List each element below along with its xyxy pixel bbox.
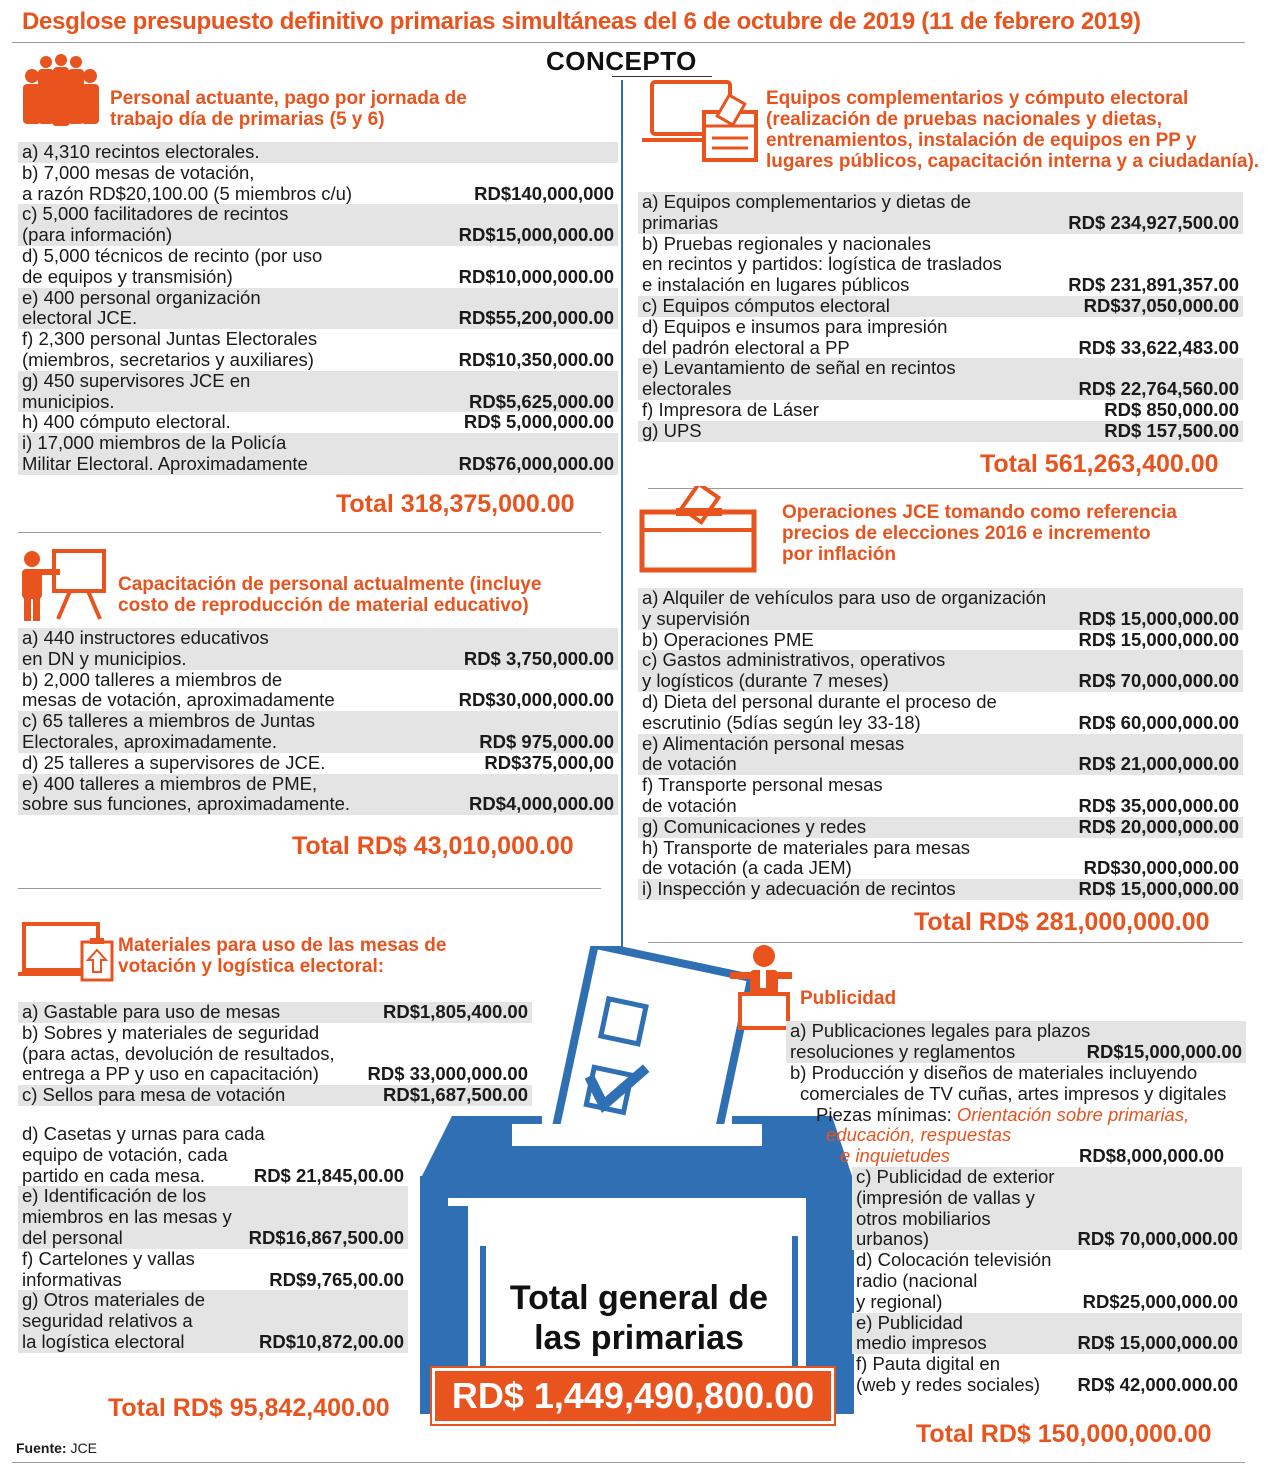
budget-row <box>638 817 1243 838</box>
budget-row <box>638 734 1243 776</box>
section-title-line: Capacitación de personal actualmente (incluye <box>118 574 542 595</box>
row-amount: RD$30,000,000.00 <box>1083 857 1239 879</box>
publicidad-item-b <box>786 1063 1246 1167</box>
row-label: de votación <box>642 753 737 775</box>
laptop-ballot-icon <box>638 76 758 162</box>
budget-row <box>18 1186 408 1248</box>
row-label: (para actas, devolución de resultados, <box>22 1042 335 1064</box>
page-title: Desglose presupuesto definitivo primarias simultáneas del 6 de octubre de 2019 (11 de febrero 2019) <box>22 8 1141 35</box>
row-label: a razón RD$20,100.00 (5 miembros c/u) <box>22 182 353 204</box>
row-label: (web y redes sociales) <box>856 1373 1041 1395</box>
row-label: f) Transporte personal mesas <box>642 774 883 796</box>
row-amount: RD$ 21,000,000.00 <box>1078 753 1239 775</box>
budget-row <box>18 163 618 205</box>
column-divider <box>621 80 623 960</box>
budget-row <box>852 1354 1242 1396</box>
row-label: equipo de votación, cada <box>22 1143 228 1165</box>
total-publicidad: Total RD$ 150,000,000.00 <box>916 1420 1212 1448</box>
row-amount: RD$ 15,000,000.00 <box>1077 1332 1238 1354</box>
budget-row <box>18 1290 408 1352</box>
section-title-line: Materiales para uso de las mesas de <box>118 935 447 956</box>
row-label: f) Cartelones y vallas <box>22 1247 195 1269</box>
budget-row <box>18 142 618 163</box>
section-title-materiales <box>118 935 446 977</box>
people-group-icon <box>18 54 104 126</box>
grand-total-label-line: las primarias <box>534 1319 744 1357</box>
row-amount: RD$5,625,000.00 <box>468 390 614 412</box>
section-title-line: trabajo día de primarias (5 y 6) <box>110 109 385 130</box>
highlight-text: educación, respuestas <box>826 1124 1012 1146</box>
row-label: f) Pauta digital en <box>856 1353 1000 1375</box>
row-amount: RD$4,000,000.00 <box>468 793 614 815</box>
budget-row <box>18 371 618 413</box>
row-label: Militar Electoral. Aproximadamente <box>22 452 308 474</box>
row-label: Electorales, aproximadamente. <box>22 730 278 752</box>
row-label: d) Equipos e insumos para impresión <box>642 315 948 337</box>
row-label: g) Comunicaciones y redes <box>642 815 867 837</box>
row-label: c) 5,000 facilitadores de recintos <box>22 203 289 225</box>
row-label: c) Sellos para mesa de votación <box>22 1084 286 1106</box>
row-label: comerciales de TV cuñas, artes impresos y digitales <box>800 1082 1227 1104</box>
row-label: del personal <box>22 1226 123 1248</box>
row-amount: RD$1,687,500.00 <box>382 1084 528 1106</box>
budget-row <box>638 692 1243 734</box>
row-label: electorales <box>642 378 732 400</box>
row-label: g) UPS <box>642 419 702 441</box>
row-label: h) Transporte de materiales para mesas <box>642 836 971 858</box>
row-label: b) Operaciones PME <box>642 628 814 650</box>
row-label: municipios. <box>22 390 115 412</box>
row-label: d) 5,000 técnicos de recinto (por uso <box>22 244 323 266</box>
row-amount: RD$ 15,000,000.00 <box>1078 607 1239 629</box>
section-title-publicidad: Publicidad <box>800 988 897 1009</box>
budget-row <box>18 1124 408 1186</box>
budget-row <box>18 433 618 475</box>
row-label: a) Publicaciones legales para plazos <box>790 1020 1091 1041</box>
section-title-line: costo de reproducción de material educativo) <box>118 595 529 616</box>
row-label: otros mobiliarios <box>856 1207 991 1229</box>
row-label: a) Gastable para uso de mesas <box>22 1001 281 1022</box>
row-label: a) 4,310 recintos electorales. <box>22 141 260 162</box>
section-title-line: Operaciones JCE tomando como referencia <box>782 502 1177 523</box>
row-label: a) 440 instructores educativos <box>22 627 269 648</box>
row-label: d) Casetas y urnas para cada <box>22 1123 265 1144</box>
row-amount: RD$ 20,000,000.00 <box>1078 815 1239 837</box>
budget-row <box>786 1063 1246 1167</box>
row-amount: RD$ 70,000,000.00 <box>1077 1228 1238 1250</box>
row-label: g) 450 supervisores JCE en <box>22 369 251 391</box>
bottom-rule <box>12 1462 1245 1463</box>
row-amount: RD$8,000,000.00 <box>1078 1145 1224 1167</box>
row-amount: RD$ 33,000,000.00 <box>367 1063 528 1085</box>
budget-row <box>786 1021 1246 1063</box>
section-title-line: precios de elecciones 2016 e incremento <box>782 523 1151 544</box>
capacitacion-rows <box>18 628 618 815</box>
row-label: en DN y municipios. <box>22 647 187 669</box>
row-label: c) Gastos administrativos, operativos <box>642 649 946 671</box>
row-label: en recintos y partidos: logística de traslados <box>642 253 1002 275</box>
budget-row <box>18 774 618 816</box>
budget-row <box>638 358 1243 400</box>
row-amount: RD$375,000,00 <box>484 751 614 773</box>
row-label: la logística electoral <box>22 1330 185 1352</box>
row-label: (para información) <box>22 224 173 246</box>
total-operaciones: Total RD$ 281,000,000.00 <box>914 908 1210 936</box>
budget-row <box>18 753 618 774</box>
source-note <box>16 1440 97 1456</box>
grand-total-amount: RD$ 1,449,490,800.00 <box>432 1368 834 1424</box>
budget-row <box>638 317 1243 359</box>
row-label: c) 65 talleres a miembros de Juntas <box>22 710 316 732</box>
total-personal: Total 318,375,000.00 <box>336 490 575 518</box>
row-amount: RD$30,000,000.00 <box>458 689 614 711</box>
personal-rows <box>18 142 618 475</box>
budget-row <box>638 296 1243 317</box>
concept-heading: CONCEPTO <box>546 46 697 76</box>
row-label: e) 400 talleres a miembros de PME, <box>22 772 318 794</box>
budget-row <box>18 670 618 712</box>
budget-row <box>852 1313 1242 1355</box>
row-amount: RD$10,000,000.00 <box>458 265 614 287</box>
row-label: de votación (a cada JEM) <box>642 857 852 879</box>
row-label: partido en cada mesa. <box>22 1164 206 1186</box>
section-title-line: por inflación <box>782 544 896 565</box>
row-label: i) 17,000 miembros de la Policía <box>22 432 287 454</box>
budget-row <box>852 1250 1242 1312</box>
budget-row <box>638 192 1243 234</box>
row-amount: RD$ 70,000,000.00 <box>1078 670 1239 692</box>
row-amount: RD$ 42,000.000.00 <box>1077 1373 1238 1395</box>
row-label: y regional) <box>856 1290 943 1312</box>
grand-total-label-line: Total general de <box>509 1279 769 1317</box>
operaciones-rows <box>638 588 1243 900</box>
row-label: e) Identificación de los <box>22 1185 207 1207</box>
row-amount: RD$ 157,500.00 <box>1104 419 1239 441</box>
row-amount: RD$ 21,845,00.00 <box>253 1164 404 1186</box>
row-label: c) Publicidad de exterior <box>856 1166 1055 1187</box>
row-label: e) 400 personal organización <box>22 286 261 308</box>
row-amount: RD$10,350,000.00 <box>458 348 614 370</box>
row-label: escrutinio (5días según ley 33-18) <box>642 711 921 733</box>
row-amount: RD$9,765,00.00 <box>269 1268 404 1290</box>
budget-row <box>638 421 1243 442</box>
budget-row <box>18 412 618 433</box>
title-rule <box>12 42 1245 43</box>
row-label: e) Alimentación personal mesas <box>642 732 905 754</box>
section-title-line: Personal actuante, pago por jornada de <box>110 88 467 109</box>
row-label: miembros en las mesas y <box>22 1206 232 1228</box>
row-label: e) Publicidad <box>856 1311 963 1333</box>
row-amount: RD$ 231,891,357.00 <box>1068 274 1239 296</box>
section-title-equipos <box>766 88 1259 172</box>
row-label: b) 7,000 mesas de votación, <box>22 161 255 183</box>
row-label: d) 25 talleres a supervisores de JCE. <box>22 751 326 773</box>
budget-row <box>638 838 1243 880</box>
presenter-board-icon <box>18 547 108 623</box>
row-label: a) Equipos complementarios y dietas de <box>642 191 972 212</box>
row-label: seguridad relativos a <box>22 1310 193 1332</box>
grand-total-label <box>480 1278 798 1358</box>
budget-row <box>18 246 618 288</box>
row-amount: RD$76,000,000.00 <box>458 452 614 474</box>
budget-row <box>18 204 618 246</box>
row-amount: RD$ 22,764,560.00 <box>1078 378 1239 400</box>
total-capacitacion: Total RD$ 43,010,000.00 <box>292 832 574 860</box>
row-label: b) Sobres y materiales de seguridad <box>22 1021 320 1043</box>
row-label: d) Dieta del personal durante el proceso de <box>642 690 997 712</box>
row-label: electoral JCE. <box>22 307 138 329</box>
section-title-operaciones <box>782 502 1177 565</box>
row-amount: RD$1,805,400.00 <box>382 1001 528 1022</box>
row-amount: RD$ 33,622,483.00 <box>1078 336 1239 358</box>
row-label: y supervisión <box>642 607 750 629</box>
budget-row <box>638 879 1243 900</box>
speaker-podium-icon <box>726 942 796 1030</box>
row-label: radio (nacional <box>856 1269 978 1291</box>
row-amount: RD$15,000,000.00 <box>458 224 614 246</box>
budget-row <box>18 288 618 330</box>
materiales-rows-bottom <box>18 1124 408 1353</box>
row-label <box>790 1105 1246 1126</box>
ballot-box-icon <box>638 486 760 574</box>
total-materiales: Total RD$ 95,842,400.00 <box>108 1394 390 1422</box>
row-label: (miembros, secretarios y auxiliares) <box>22 348 314 370</box>
budget-row <box>18 711 618 753</box>
row-label: b) Producción y diseños de materiales incluyendo <box>790 1062 1198 1083</box>
row-amount: RD$ 35,000,000.00 <box>1078 794 1239 816</box>
budget-row <box>18 329 618 371</box>
row-label: de votación <box>642 794 737 816</box>
row-label: c) Equipos cómputos electoral <box>642 294 890 316</box>
row-label: medio impresos <box>856 1332 987 1354</box>
budget-row <box>638 234 1243 296</box>
budget-row <box>852 1167 1242 1250</box>
section-divider <box>18 888 601 889</box>
row-label: e instalación en lugares públicos <box>642 274 910 296</box>
section-title-line: Equipos complementarios y cómputo electoral <box>766 88 1189 109</box>
source-label: Fuente: <box>16 1440 67 1456</box>
section-title-line: entrenamientos, instalación de equipos en PP y <box>766 130 1197 151</box>
laptop-clipboard-icon <box>16 920 116 982</box>
pieces-label: Piezas mínimas: <box>816 1103 957 1125</box>
row-amount: RD$ 975,000.00 <box>479 730 614 752</box>
row-label: f) Impresora de Láser <box>642 398 819 420</box>
row-amount: RD$25,000,000.00 <box>1082 1290 1238 1312</box>
row-amount: RD$ 15,000,000.00 <box>1078 628 1239 650</box>
row-amount: RD$ 60,000,000.00 <box>1078 711 1239 733</box>
budget-row <box>638 400 1243 421</box>
budget-row <box>638 775 1243 817</box>
row-label: y logísticos (durante 7 meses) <box>642 670 889 692</box>
row-label: h) 400 cómputo electoral. <box>22 411 231 433</box>
row-amount: RD$ 234,927,500.00 <box>1068 211 1239 233</box>
section-title-personal <box>110 88 467 130</box>
row-label: sobre sus funciones, aproximadamente. <box>22 793 351 815</box>
row-amount: RD$10,872,00.00 <box>258 1330 404 1352</box>
source-value: JCE <box>70 1440 97 1456</box>
row-amount: RD$ 850,000.00 <box>1104 398 1239 420</box>
budget-row <box>638 650 1243 692</box>
row-amount: RD$16,867,500.00 <box>248 1226 404 1248</box>
highlight-text: e inquietudes <box>840 1145 951 1167</box>
row-label: e) Levantamiento de señal en recintos <box>642 357 956 379</box>
row-label: a) Alquiler de vehículos para uso de organización <box>642 587 1047 608</box>
row-label: f) 2,300 personal Juntas Electorales <box>22 328 318 350</box>
row-label: del padrón electoral a PP <box>642 336 850 358</box>
row-label: resoluciones y reglamentos <box>790 1040 1016 1062</box>
row-label: urbanos) <box>856 1228 930 1250</box>
row-amount: RD$15,000,000.00 <box>1086 1040 1242 1062</box>
highlight-text: Orientación sobre primarias, <box>956 1103 1190 1125</box>
row-label: entrega a PP y uso en capacitación) <box>22 1063 319 1085</box>
row-label: b) 2,000 talleres a miembros de <box>22 668 283 690</box>
row-label: b) Pruebas regionales y nacionales <box>642 232 931 254</box>
row-amount: RD$37,050,000.00 <box>1083 294 1239 316</box>
row-label: d) Colocación televisión <box>856 1249 1052 1271</box>
total-equipos: Total 561,263,400.00 <box>980 450 1219 478</box>
row-label: i) Inspección y adecuación de recintos <box>642 878 956 900</box>
budget-row <box>638 588 1243 630</box>
section-title-line: lugares públicos, capacitación interna y a ciudadanía). <box>766 151 1260 172</box>
section-title-line: (realización de pruebas nacionales y dietas, <box>766 109 1162 130</box>
budget-row <box>18 628 618 670</box>
publicidad-rows-top <box>786 1021 1246 1063</box>
row-amount: RD$ 5,000,000.00 <box>463 411 614 433</box>
budget-row <box>638 630 1243 651</box>
row-amount: RD$ 15,000,000.00 <box>1078 878 1239 900</box>
section-divider <box>18 532 601 533</box>
equipos-rows <box>638 192 1243 442</box>
row-label: de equipos y transmisión) <box>22 265 233 287</box>
row-amount: RD$ 3,750,000.00 <box>463 647 614 669</box>
publicidad-rows-bottom <box>852 1167 1242 1396</box>
budget-row <box>18 1249 408 1291</box>
row-amount: RD$140,000,000 <box>474 182 614 204</box>
section-title-capacitacion <box>118 574 541 616</box>
row-amount: RD$55,200,000.00 <box>458 307 614 329</box>
row-label: (impresión de vallas y <box>856 1186 1035 1208</box>
row-label: mesas de votación, aproximadamente <box>22 689 335 711</box>
row-label: primarias <box>642 211 719 233</box>
section-title-line: votación y logística electoral: <box>118 956 385 977</box>
row-label: informativas <box>22 1268 122 1290</box>
row-label: g) Otros materiales de <box>22 1289 206 1311</box>
